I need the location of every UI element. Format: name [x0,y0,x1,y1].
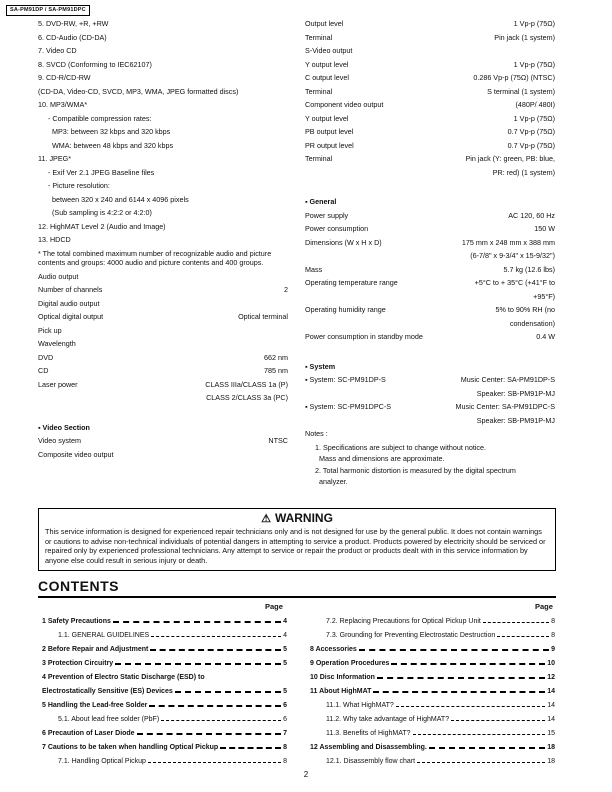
spec-value: 1 Vp-p (75Ω) [513,59,555,69]
toc-leader [150,649,281,651]
toc-leader [220,747,281,749]
spec-label: Operating humidity range [305,305,386,314]
toc-leader [113,621,281,623]
toc-entry[interactable] [310,698,555,712]
spec-label: Number of channels [38,285,103,294]
spec-label: Power consumption [305,224,369,233]
spec-label: PR output level [305,140,354,150]
system-spec-row [305,414,555,428]
note-2: 2. Total harmonic distortion is measured by the digital spectrum [315,465,516,475]
toc-entry[interactable] [42,726,287,740]
warning-title: ⚠ WARNING [261,511,333,525]
spec-label: Mass [305,264,323,274]
general-spec-row [305,249,555,263]
toc-entry-page: 12 [547,673,555,681]
format-5: 5. DVD-RW, +R, +RW [38,19,109,28]
spec-value: 2 [284,285,288,294]
video-spec-row [305,44,555,58]
general-spec-row [305,317,555,331]
spec-label: Output level [305,19,344,28]
toc-entry-title: 11.1. What HighMAT? [326,701,394,709]
toc-leader [451,720,545,721]
toc-entry-title: Electrostatically Sensitive (ES) Devices [42,687,173,695]
toc-entry-page: 8 [283,757,287,765]
spec-value: Pin jack (1 system) [494,32,555,42]
toc-entry[interactable] [42,628,287,642]
toc-entry[interactable] [42,754,287,768]
toc-entry-title: 7.2. Replacing Precautions for Optical Pickup Unit [326,617,481,625]
toc-entry-page: 18 [547,743,555,751]
video-spec-row [305,85,555,99]
model-tag: SA-PM91DP / SA-PM91DPC [6,5,90,16]
optical-row [38,310,288,324]
toc-leader [483,622,549,623]
component-terminal-row-2 [305,166,555,180]
spec-label: Terminal [305,86,333,96]
toc-entry-title: 2 Before Repair and Adjustment [42,645,149,653]
spec-value: CLASS 2/CLASS 3a (PC) [206,393,288,402]
cd-row [38,364,288,378]
general-spec-row [305,330,555,344]
format-13: 13. HDCD [38,235,71,244]
spec-label: Y output level [305,113,349,123]
toc-leader [497,636,549,637]
spec-value: AC 120, 60 Hz [508,210,555,220]
toc-leader [429,747,545,749]
toc-leader [417,762,545,763]
spec-label: Component video output [305,100,384,109]
toc-entry[interactable] [42,670,287,684]
toc-entry-title: 9 Operation Procedures [310,659,390,667]
toc-entry-title: 1.1. GENERAL GUIDELINES [58,631,150,639]
video-spec-row [305,71,555,85]
toc-entry-title: 5.1. About lead free solder (PbF) [58,715,160,723]
system-spec-row [305,400,555,414]
toc-entry[interactable] [42,642,287,656]
toc-entry-title: 1 Safety Precautions [42,617,111,625]
general-spec-row [305,209,555,223]
format-12: 12. HighMAT Level 2 (Audio and Image) [38,221,166,231]
toc-entry-page: 8 [551,617,555,625]
toc-leader [391,663,545,665]
wavelength-heading: Wavelength [38,339,76,348]
toc-right [310,614,555,768]
toc-leader [359,649,549,651]
toc-entry[interactable] [310,740,555,754]
toc-entry-title: 10 Disc Information [310,673,375,681]
contents-rule [38,596,556,598]
video-spec-row [305,17,555,31]
toc-entry[interactable] [42,698,287,712]
toc-leader [396,706,545,707]
toc-entry[interactable] [42,740,287,754]
toc-entry-page: 6 [283,715,287,723]
spec-value: (480P/ 480I) [515,100,555,109]
spec-value: Speaker: SB-PM91P-MJ [476,415,555,425]
notes-heading: Notes : [305,429,328,438]
spec-value: NTSC [268,436,288,445]
spec-label: Y output level [305,59,349,69]
toc-entry-page: 10 [547,659,555,667]
jpeg-resolution: - Picture resolution: [48,181,110,190]
spec-label: Video system [38,436,82,445]
spec-value: 1 Vp-p (75Ω) [513,113,555,123]
spec-value: 785 nm [264,366,288,375]
warning-box [38,508,556,571]
audio-output-heading: Audio output [38,271,79,281]
dvd-row [38,351,288,365]
toc-entry[interactable] [310,726,555,740]
toc-entry[interactable] [310,684,555,698]
mp3-kbps: MP3: between 32 kbps and 320 kbps [52,127,171,136]
toc-entry-page: 5 [283,645,287,653]
laser-row [38,378,288,392]
contents-title: CONTENTS [38,578,119,594]
spec-value: 5.7 kg (12.6 lbs) [503,264,555,274]
spec-value: 0.7 Vp-p (75Ω) [507,127,555,136]
spec-value: condensation) [509,318,555,328]
spec-value: Music Center: SA-PM91DP-S [460,375,555,384]
toc-entry[interactable] [42,614,287,628]
toc-leader [175,691,281,693]
format-6: 6. CD-Audio (CD-DA) [38,32,107,42]
spec-value: 1 Vp-p (75Ω) [513,19,555,28]
spec-label: Optical digital output [38,312,104,321]
mp3-rates: - Compatible compression rates: [48,113,152,123]
warning-triangle-icon: ⚠ [261,513,271,525]
toc-leader [148,762,281,763]
toc-entry-page: 8 [551,631,555,639]
format-9-detail: (CD-DA, Video-CD, SVCD, MP3, WMA, JPEG formatted discs) [38,86,239,96]
note-2b: analyzer. [319,477,348,486]
spec-value: 0.4 W [536,332,555,341]
spec-value: 150 W [534,224,555,233]
spec-value: 0.7 Vp-p (75Ω) [507,140,555,150]
spec-value: +95°F) [533,291,555,301]
wma-kbps: WMA: between 48 kbps and 320 kbps [52,140,174,150]
toc-leader [149,705,281,707]
general-spec-row [305,236,555,250]
spec-label: Dimensions (W x H x D) [305,237,382,247]
toc-leader [151,636,281,637]
spec-value: +5°C to + 35°C (+41°F to [474,278,555,287]
video-spec-row [305,112,555,126]
spec-label: S-Video output [305,46,353,55]
toc-entry[interactable] [310,754,555,768]
video-spec-row [305,125,555,139]
digital-output-heading: Digital audio output [38,298,100,308]
spec-label: Power consumption in standby mode [305,332,423,341]
spec-label: Terminal [305,32,333,42]
general-spec-row [305,276,555,290]
toc-entry-title: 4 Prevention of Electro Static Discharge (ESD) to [42,673,205,681]
general-heading: ▪ General [305,197,337,206]
toc-entry-page: 5 [283,659,287,667]
toc-entry-title: 7 Cautions to be taken when handling Optical Pickup [42,743,219,751]
video-spec-row [305,139,555,153]
toc-entry-title: 12.1. Disassembly flow chart [326,757,416,765]
toc-entry-title: 3 Protection Circuitry [42,659,114,667]
spec-right-column [305,17,555,489]
footnote: * The total combined maximum number of recognizable audio and picture contents and groups: 4000 audio and picture contents and 400 groups. [38,248,272,267]
spec-label: Laser power [38,379,78,389]
jpeg-exif: - Exif Ver 2.1 JPEG Baseline files [48,167,155,177]
spec-label: Terminal [305,154,333,163]
pickup-heading: Pick up [38,325,62,335]
spec-value: Music Center: SA-PM91DPC-S [455,402,555,411]
spec-value: 662 nm [264,352,288,362]
toc-entry[interactable] [42,712,287,726]
spec-value: (6-7/8" x 9-3/4" x 15-9/32") [470,251,555,260]
spec-label: ▪ System: SC-PM91DPC-S [305,402,392,411]
spec-label: CD [38,366,49,375]
toc-entry-page: 4 [283,631,287,639]
warning-text: This service information is designed for experienced repair technicians only and is not designed for use by the general public. It does not contain warnings or cautions to advise non-technical individuals of potential dangers in attempting to service a product. Products powered by electricity should be serviced or repaired only by experienced professional technicians. Any attempt to service or repair the product or products dealt with in this service information by anyone else could result in serious injury or death. [45,527,546,565]
toc-entry[interactable] [310,656,555,670]
toc-entry-page: 4 [283,617,287,625]
toc-entry-page: 5 [283,687,287,695]
video-section-heading: ▪ Video Section [38,422,90,432]
general-spec-row [305,290,555,304]
spec-label: Operating temperature range [305,278,398,287]
page-column-label-right: Page [535,602,553,611]
toc-entry-page: 8 [283,743,287,751]
format-10: 10. MP3/WMA* [38,100,88,109]
toc-leader [413,734,546,735]
toc-entry-title: 6 Precaution of Laser Diode [42,729,135,737]
composite-heading: Composite video output [38,449,114,459]
toc-entry-page: 15 [547,729,555,737]
toc-entry[interactable] [310,628,555,642]
jpeg-subsampling: (Sub sampling is 4:2:2 or 4:2:0) [52,208,152,217]
format-9: 9. CD-R/CD-RW [38,73,91,82]
video-system-row [38,434,288,448]
spec-value: PR: red) (1 system) [492,167,555,177]
spec-value: CLASS IIIa/CLASS 1a (P) [205,379,288,389]
jpeg-pixels: between 320 x 240 and 6144 x 4096 pixels [52,194,189,204]
laser-row-2 [38,391,288,405]
toc-entry[interactable] [310,642,555,656]
channels-row [38,283,288,297]
toc-entry-title: 8 Accessories [310,645,357,653]
toc-entry-page: 18 [547,757,555,765]
toc-leader [377,677,545,679]
toc-entry-page: 14 [547,687,555,695]
format-8: 8. SVCD (Conforming to IEC62107) [38,59,152,69]
format-11: 11. JPEG* [38,154,72,163]
toc-leader [161,720,281,721]
toc-leader [115,663,281,665]
toc-entry-title: 7.1. Handling Optical Pickup [58,757,146,765]
spec-label: C output level [305,73,349,82]
toc-entry-page: 14 [547,701,555,709]
system-spec-row [305,373,555,387]
spec-value: Pin jack (Y: green, PB: blue, [465,154,555,163]
spec-label: Power supply [305,210,349,220]
spec-value: Optical terminal [238,312,288,321]
page-number: 2 [303,770,309,779]
note-1: 1. Specifications are subject to change without notice. [315,442,487,452]
toc-entry[interactable] [310,712,555,726]
toc-leader [137,733,282,735]
format-7: 7. Video CD [38,46,77,55]
note-1b: Mass and dimensions are approximate. [319,454,445,463]
toc-entry[interactable] [310,670,555,684]
spec-value: 0.286 Vp-p (75Ω) (NTSC) [473,73,555,82]
video-spec-row [305,98,555,112]
toc-left [42,614,287,768]
toc-entry-title: 7.3. Grounding for Preventing Electrostatic Destruction [326,631,496,639]
toc-entry-page: 9 [551,645,555,653]
spec-value: S terminal (1 system) [487,86,555,96]
toc-entry-title: 11 About HighMAT [310,687,372,695]
toc-entry-page: 7 [283,729,287,737]
spec-left-column [38,17,288,461]
toc-entry-title: 5 Handling the Lead-free Solder [42,701,148,709]
page-column-label-left: Page [265,602,283,611]
toc-entry[interactable] [42,656,287,670]
toc-leader [373,691,545,693]
general-spec-row [305,222,555,236]
system-spec-row [305,387,555,401]
video-spec-row [305,58,555,72]
spec-value: 5% to 90% RH (no [495,305,555,314]
general-spec-row [305,263,555,277]
video-spec-row [305,31,555,45]
toc-entry[interactable] [42,684,287,698]
spec-label: DVD [38,352,54,362]
general-spec-row [305,303,555,317]
toc-entry-page: 14 [547,715,555,723]
toc-entry-title: 12 Assembling and Disassembling. [310,743,427,751]
spec-value: 175 mm x 248 mm x 388 mm [461,237,555,247]
spec-value: Speaker: SB-PM91P-MJ [476,388,555,398]
toc-entry-page: 6 [283,701,287,709]
toc-entry[interactable] [310,614,555,628]
toc-entry-title: 11.2. Why take advantage of HighMAT? [326,715,450,723]
component-terminal-row [305,152,555,166]
spec-label: ▪ System: SC-PM91DP-S [305,375,386,384]
toc-entry-title: 11.3. Benefits of HighMAT? [326,729,411,737]
spec-label: PB output level [305,127,354,136]
system-heading: ▪ System [305,361,336,371]
